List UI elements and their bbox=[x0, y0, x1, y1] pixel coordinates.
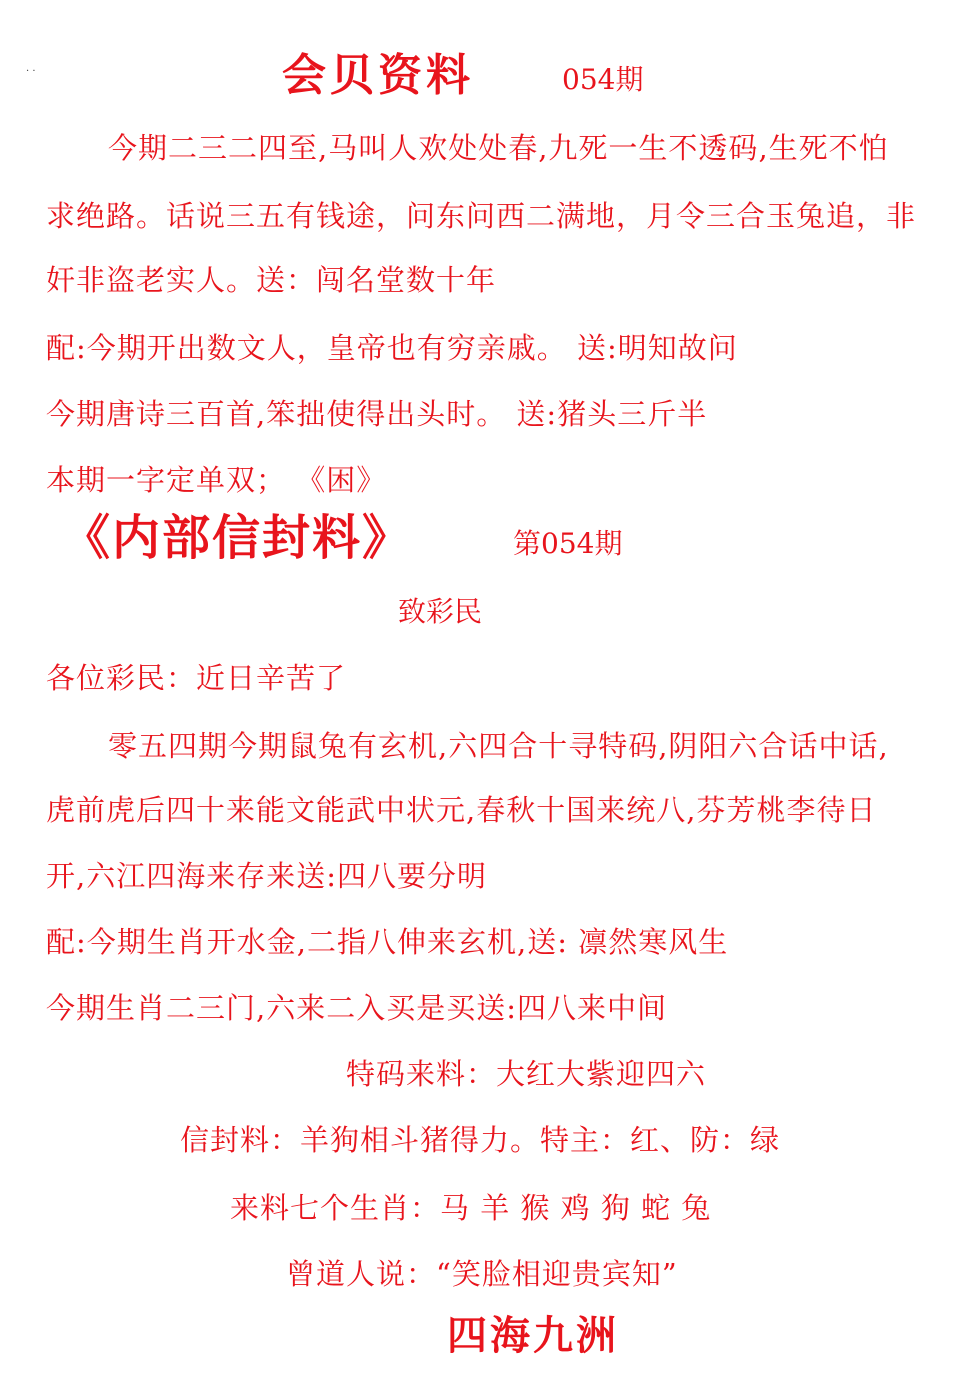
header-issue: 054期 bbox=[562, 63, 644, 96]
header-title: 会贝资料 bbox=[282, 50, 474, 101]
section-issue: 第054期 bbox=[513, 527, 623, 560]
block1-line-4: 配:今期开出数文人，皇帝也有穷亲戚。 送:明知故问 bbox=[46, 331, 738, 365]
center-line-2: 信封料：羊狗相斗猪得力。特主：红、防：绿 bbox=[180, 1123, 781, 1157]
block1-line-3: 奸非盗老实人。送：闯名堂数十年 bbox=[46, 263, 497, 297]
footer-title: 四海九洲 bbox=[447, 1312, 619, 1359]
center-line-1: 特码来料：大红大紫迎四六 bbox=[346, 1057, 707, 1091]
section-title: 《内部信封料》 bbox=[62, 510, 413, 566]
scan-speckle: · · bbox=[26, 66, 36, 77]
section-line-1: 零五四期今期鼠兔有玄机,六四合十寻特码,阴阳六合话中话, bbox=[108, 729, 889, 763]
center-line-3: 来料七个生肖：马 羊 猴 鸡 狗 蛇 兔 bbox=[230, 1191, 712, 1225]
center-line-4: 曾道人说：“笑脸相迎贵宾知” bbox=[286, 1257, 678, 1291]
block1-line-1: 今期二三二四至,马叫人欢处处春,九死一生不透码,生死不怕 bbox=[108, 131, 889, 165]
block1-line-2: 求绝路。话说三五有钱途，问东问西二满地，月令三合玉兔追，非 bbox=[46, 199, 917, 233]
greeting-line: 各位彩民：近日辛苦了 bbox=[46, 661, 347, 695]
section-line-4: 配:今期生肖开水金,二指八伸来玄机,送: 凛然寒风生 bbox=[46, 925, 729, 959]
block1-line-5: 今期唐诗三百首,笨拙使得出头时。 送:猪头三斤半 bbox=[46, 397, 708, 431]
greeting-heading: 致彩民 bbox=[397, 595, 482, 628]
section-line-2: 虎前虎后四十来能文能武中状元,春秋十国来统八,芬芳桃李待日 bbox=[46, 793, 877, 827]
block1-line-6: 本期一字定单双； 《困》 bbox=[46, 463, 387, 497]
section-line-5: 今期生肖二三门,六来二入买是买送:四八来中间 bbox=[46, 991, 667, 1025]
section-line-3: 开,六江四海来存来送:四八要分明 bbox=[46, 859, 487, 893]
